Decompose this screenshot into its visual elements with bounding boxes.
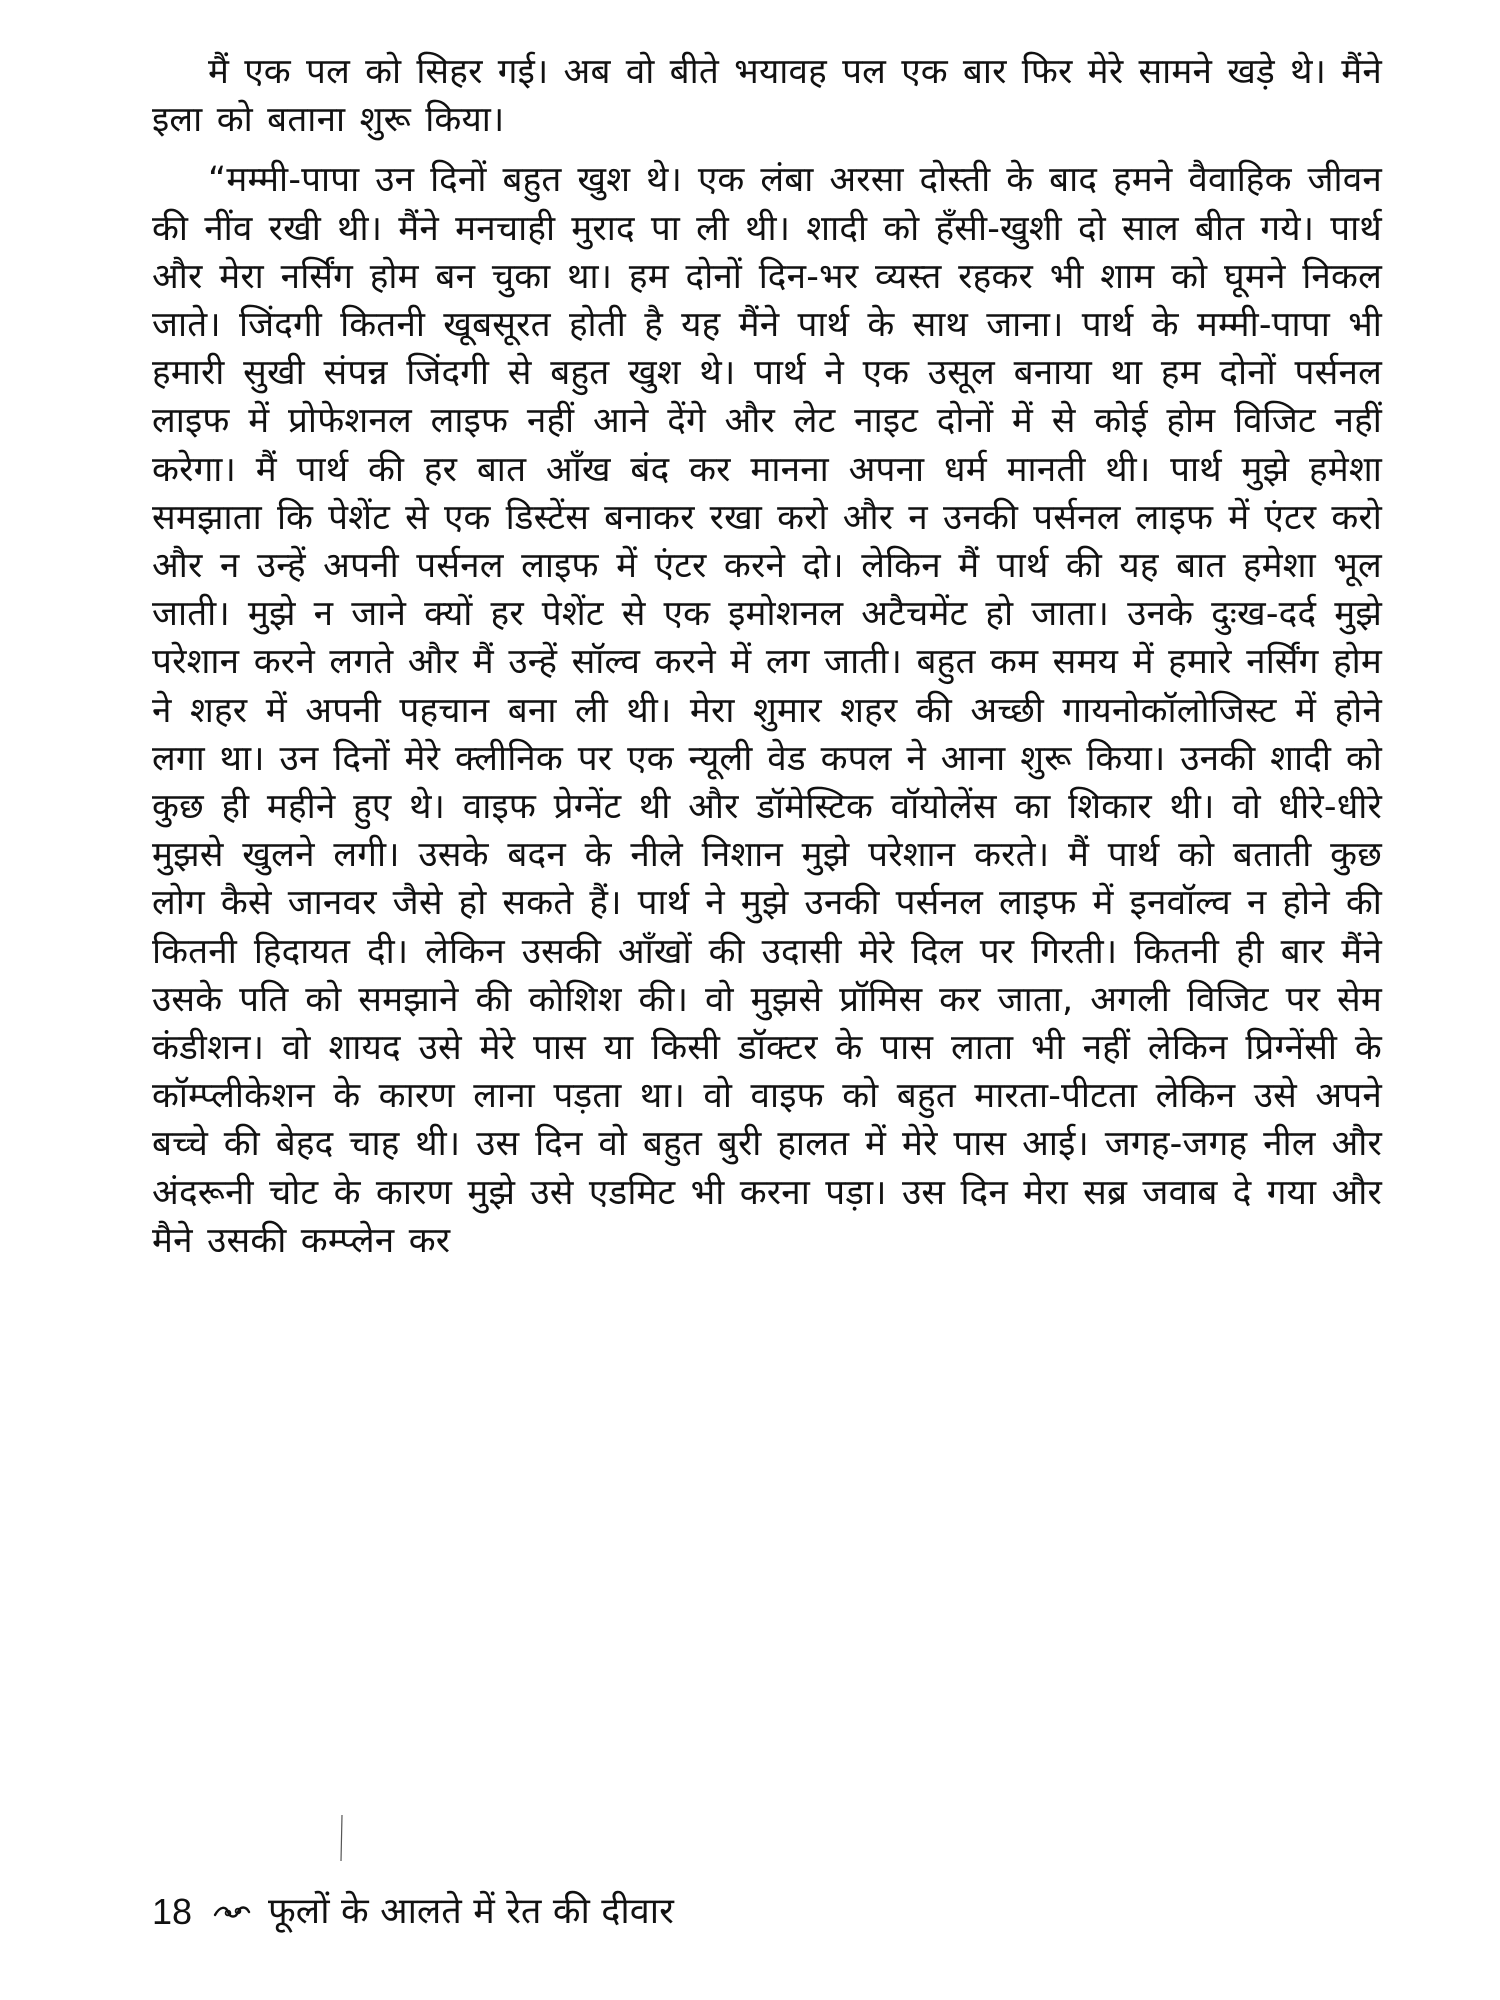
- swirl-ornament-icon: [212, 1900, 252, 1924]
- body-text: [152, 48, 1382, 1265]
- page-number: 18: [152, 1891, 193, 1932]
- paragraph-2: “मम्मी-पापा उन दिनों बहुत खुश थे। एक लंबा अरसा दोस्ती के बाद हमने वैवाहिक जीवन की नींव रखी थी। मैंने मनचाही मुराद पा ली थी। शादी को हँसी-खुशी दो साल बीत गये। पार्थ और मेरा नर्सिंग होम बन चुका था। हम दोनों दिन-भर व्यस्त रहकर भी शाम को घूमने निकल जाते। जिंदगी कितनी खूबसूरत होती है यह मैंने पार्थ के साथ जाना। पार्थ के मम्मी-पापा भी हमारी सुखी संपन्न जिंदगी से बहुत खुश थे। पार्थ ने एक उसूल बनाया था हम दोनों पर्सनल लाइफ में प्रोफेशनल लाइफ नहीं आने देंगे और लेट नाइट दोनों में से कोई होम विजिट नहीं करेगा। मैं पार्थ की हर बात आँख बंद कर मानना अपना धर्म मानती थी। पार्थ मुझे हमेशा समझाता कि पेशेंट से एक डिस्टेंस बनाकर रखा करो और न उनकी पर्सनल लाइफ में एंटर करो और न उन्हें अपनी पर्सनल लाइफ में एंटर करने दो। लेकिन मैं पार्थ की यह बात हमेशा भूल जाती। मुझे न जाने क्यों हर पेशेंट से एक इमोशनल अटैचमेंट हो जाता। उनके दुःख-दर्द मुझे परेशान करने लगते और मैं उन्हें सॉल्व करने में लग जाती। बहुत कम समय में हमारे नर्सिंग होम ने शहर में अपनी पहचान बना ली थी। मेरा शुमार शहर की अच्छी गायनोकॉलोजिस्ट में होने लगा था। उन दिनों मेरे क्लीनिक पर एक न्यूली वेड कपल ने आना शुरू किया। उनकी शादी को कुछ ही महीने हुए थे। वाइफ प्रेग्नेंट थी और डॉमेस्टिक वॉयोलेंस का शिकार थी। वो धीरे-धीरे मुझसे खुलने लगी। उसके बदन के नीले निशान मुझे परेशान करते। मैं पार्थ को बताती कुछ लोग कैसे जानवर जैसे हो सकते हैं। पार्थ ने मुझे उनकी पर्सनल लाइफ में इनवॉल्व न होने की कितनी हिदायत दी। लेकिन उसकी आँखों की उदासी मेरे दिल पर गिरती। कितनी ही बार मैंने उसके पति को समझाने की कोशिश की। वो मुझसे प्रॉमिस कर जाता, अगली विजिट पर सेम कंडीशन। वो शायद उसे मेरे पास या किसी डॉक्टर के पास लाता भी नहीं लेकिन प्रिग्नेंसी के कॉम्प्लीकेशन के कारण लाना पड़ता था। वो वाइफ को बहुत मारता-पीटता लेकिन उसे अपने बच्चे की बेहद चाह थी। उस दिन वो बहुत बुरी हालत में मेरे पास आई। जगह-जगह नील और अंदरूनी चोट के कारण मुझे उसे एडमिट भी करना पड़ा। उस दिन मेरा सब्र जवाब दे गया और मैने उसकी कम्प्लेन कर: [152, 160, 1382, 1261]
- paragraph-1: मैं एक पल को सिहर गई। अब वो बीते भयावह पल एक बार फिर मेरे सामने खड़े थे। मैंने इला को बताना शुरू किया।: [152, 52, 1382, 141]
- stray-pen-mark: [340, 1815, 343, 1861]
- book-title: फूलों के आलते में रेत की दीवार: [268, 1891, 674, 1932]
- page-footer: [152, 1888, 674, 1936]
